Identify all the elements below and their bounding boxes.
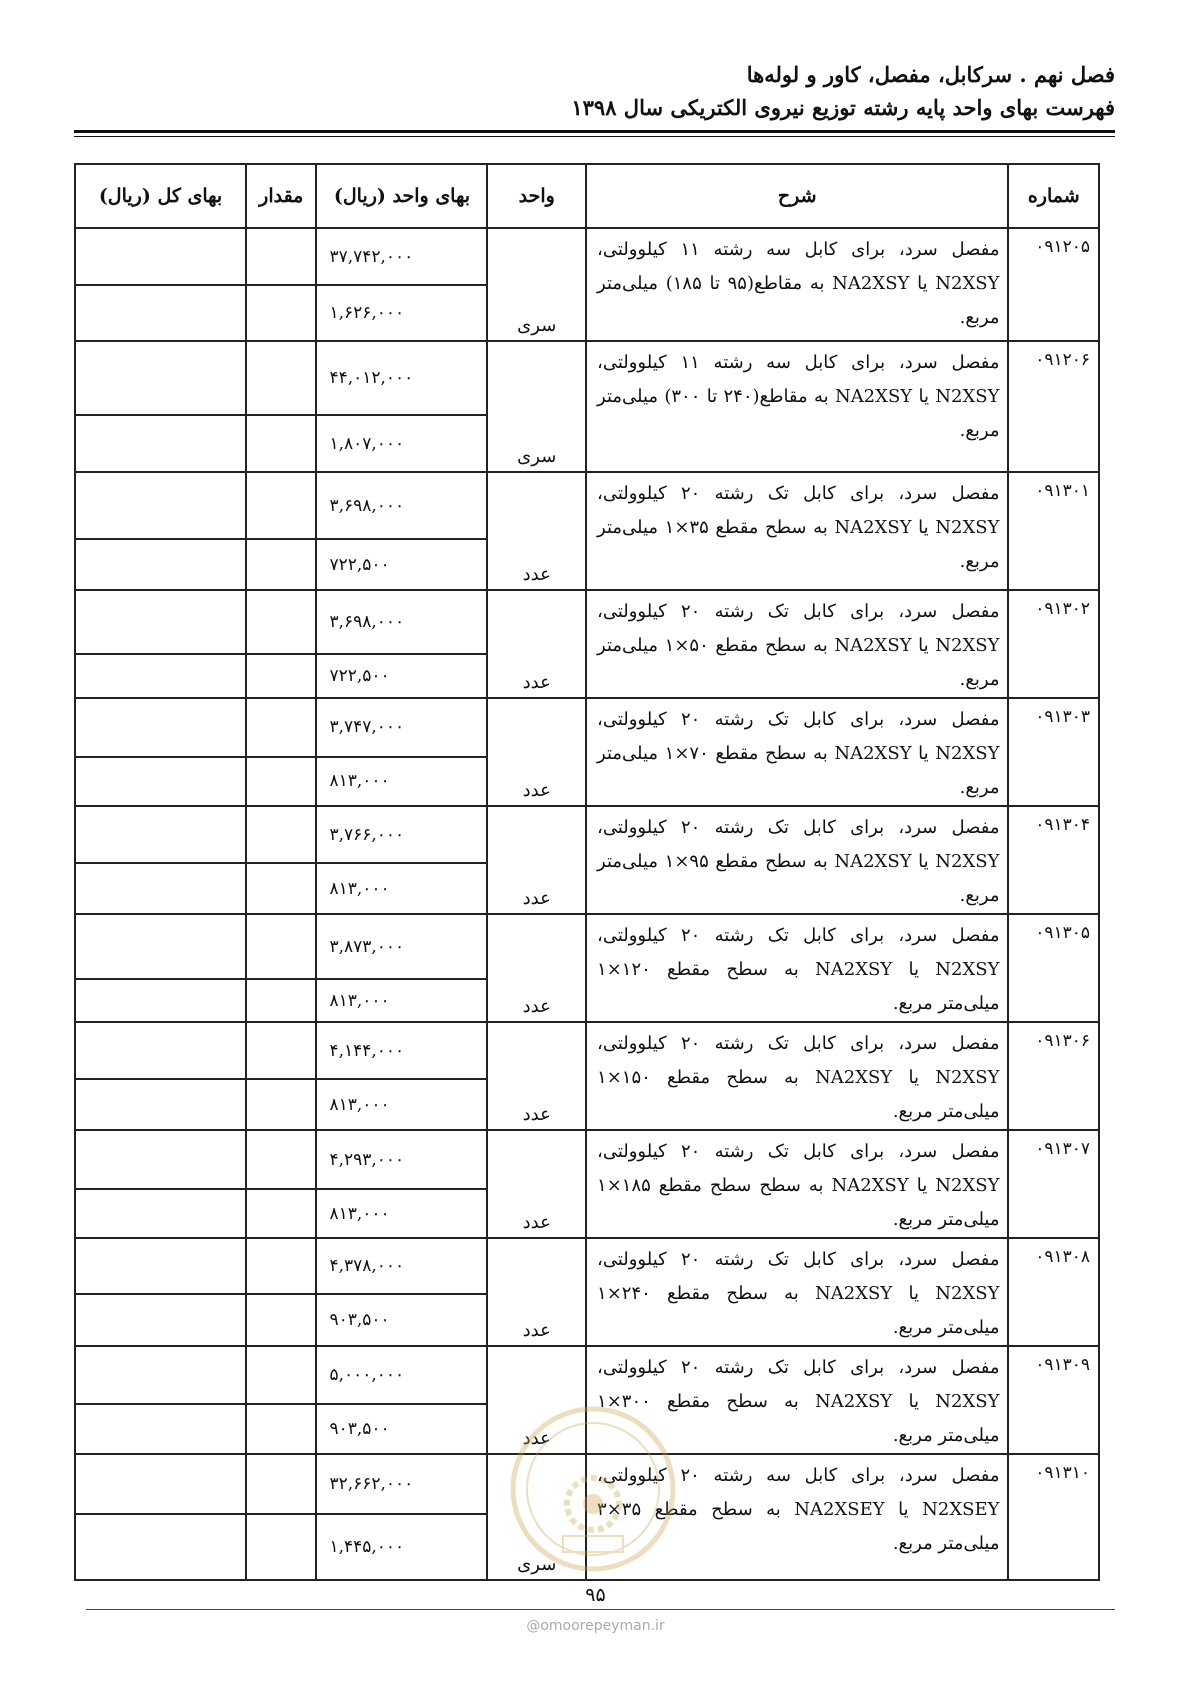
item-unit-price: ۵,۰۰۰,۰۰۰ xyxy=(316,1346,487,1404)
column-header-total-price: بهای کل (ریال) xyxy=(75,164,246,228)
item-quantity xyxy=(246,341,316,415)
item-quantity xyxy=(246,914,316,979)
item-unit-price-secondary: ۸۱۳,۰۰۰ xyxy=(316,1189,487,1238)
item-quantity xyxy=(246,1022,316,1079)
item-description: مفصل سرد، برای کابل سه رشته ۱۱ کیلوولتی، N2XSY یا NA2XSY به مقاطع(۹۵ تا ۱۸۵) میلی‌متر مربع. xyxy=(586,228,1008,341)
table-row xyxy=(75,228,1099,285)
item-unit: سری xyxy=(487,228,586,341)
item-unit: عدد xyxy=(487,472,586,590)
item-quantity xyxy=(246,1130,316,1189)
column-header-quantity: مقدار xyxy=(246,164,316,228)
item-unit-price: ۳,۷۶۶,۰۰۰ xyxy=(316,806,487,863)
item-quantity xyxy=(246,698,316,757)
item-total-price-secondary xyxy=(75,1514,246,1580)
item-unit: عدد xyxy=(487,1130,586,1238)
item-total-price xyxy=(75,698,246,757)
item-quantity-secondary xyxy=(246,757,316,806)
item-unit: عدد xyxy=(487,590,586,698)
item-quantity xyxy=(246,1454,316,1514)
header-divider-thin xyxy=(74,136,1115,137)
website-watermark: @omoorepeyman.ir xyxy=(526,1618,665,1634)
item-number: ۰۹۱۳۰۵ xyxy=(1008,914,1099,1022)
item-unit-price-secondary: ۸۱۳,۰۰۰ xyxy=(316,757,487,806)
item-unit: عدد xyxy=(487,806,586,914)
item-description: مفصل سرد، برای کابل تک رشته ۲۰ کیلوولتی، N2XSY یا NA2XSY به سطح مقطع ۹۵×۱ میلی‌متر مربع. xyxy=(586,806,1008,914)
footer-divider xyxy=(86,1609,1115,1610)
item-unit-price: ۳,۶۹۸,۰۰۰ xyxy=(316,472,487,539)
item-total-price-secondary xyxy=(75,539,246,590)
table-row xyxy=(75,472,1099,539)
item-unit-price: ۳,۷۴۷,۰۰۰ xyxy=(316,698,487,757)
item-unit: عدد xyxy=(487,1346,586,1454)
item-number: ۰۹۱۳۰۷ xyxy=(1008,1130,1099,1238)
item-number: ۰۹۱۳۰۱ xyxy=(1008,472,1099,590)
item-quantity-secondary xyxy=(246,1189,316,1238)
table-row xyxy=(75,806,1099,863)
item-unit-price-secondary: ۱,۶۲۶,۰۰۰ xyxy=(316,285,487,341)
item-total-price-secondary xyxy=(75,285,246,341)
item-unit-price-secondary: ۹۰۳,۵۰۰ xyxy=(316,1404,487,1454)
item-description: مفصل سرد، برای کابل تک رشته ۲۰ کیلوولتی، N2XSY یا NA2XSY به سطح مقطع ۳۵×۱ میلی‌متر مربع. xyxy=(586,472,1008,590)
item-total-price-secondary xyxy=(75,1294,246,1346)
item-description: مفصل سرد، برای کابل تک رشته ۲۰ کیلوولتی، N2XSY یا NA2XSY به سطح مقطع ۱۲۰×۱ میلی‌متر مربع. xyxy=(586,914,1008,1022)
watermark-seal xyxy=(508,1404,678,1574)
item-quantity xyxy=(246,1238,316,1294)
item-unit-price: ۳۷,۷۴۲,۰۰۰ xyxy=(316,228,487,285)
item-total-price xyxy=(75,806,246,863)
item-description: مفصل سرد، برای کابل تک رشته ۲۰ کیلوولتی، N2XSY یا NA2XSY به سطح مقطع ۷۰×۱ میلی‌متر مربع. xyxy=(586,698,1008,806)
item-number: ۰۹۱۳۰۳ xyxy=(1008,698,1099,806)
item-unit-price-secondary: ۸۱۳,۰۰۰ xyxy=(316,863,487,914)
item-number: ۰۹۱۳۱۰ xyxy=(1008,1454,1099,1580)
item-quantity-secondary xyxy=(246,1404,316,1454)
item-description: مفصل سرد، برای کابل تک رشته ۲۰ کیلوولتی، N2XSY یا NA2XSY به سطح مقطع ۳۰۰×۱ میلی‌متر مربع. xyxy=(586,1346,1008,1454)
column-header-description: شرح xyxy=(586,164,1008,228)
table-body xyxy=(75,228,1099,1580)
item-total-price xyxy=(75,228,246,285)
item-quantity-secondary xyxy=(246,1294,316,1346)
item-total-price xyxy=(75,1346,246,1404)
item-total-price xyxy=(75,1022,246,1079)
item-total-price xyxy=(75,590,246,654)
item-unit: عدد xyxy=(487,698,586,806)
item-quantity-secondary xyxy=(246,285,316,341)
item-unit: عدد xyxy=(487,914,586,1022)
item-unit-price: ۴۴,۰۱۲,۰۰۰ xyxy=(316,341,487,415)
item-description: مفصل سرد، برای کابل تک رشته ۲۰ کیلوولتی، N2XSY یا NA2XSY به سطح مقطع ۵۰×۱ میلی‌متر مربع. xyxy=(586,590,1008,698)
item-total-price xyxy=(75,1238,246,1294)
item-number: ۰۹۱۲۰۵ xyxy=(1008,228,1099,341)
item-total-price-secondary xyxy=(75,1404,246,1454)
table-row xyxy=(75,1346,1099,1404)
item-unit-price: ۴,۳۷۸,۰۰۰ xyxy=(316,1238,487,1294)
item-quantity-secondary xyxy=(246,1514,316,1580)
page-number: ۹۵ xyxy=(585,1584,606,1606)
column-header-unit: واحد xyxy=(487,164,586,228)
item-quantity-secondary xyxy=(246,654,316,698)
table-row xyxy=(75,590,1099,654)
item-quantity xyxy=(246,806,316,863)
item-unit-price-secondary: ۸۱۳,۰۰۰ xyxy=(316,1079,487,1130)
item-unit: عدد xyxy=(487,1238,586,1346)
item-unit-price-secondary: ۷۲۲,۵۰۰ xyxy=(316,654,487,698)
chapter-title: فصل نهم . سرکابل، مفصل، کاور و لوله‌ها xyxy=(746,62,1115,87)
item-total-price-secondary xyxy=(75,863,246,914)
table-row xyxy=(75,698,1099,757)
item-total-price-secondary xyxy=(75,1079,246,1130)
table-header-row xyxy=(75,164,1099,228)
item-unit-price-secondary: ۸۱۳,۰۰۰ xyxy=(316,979,487,1022)
item-quantity-secondary xyxy=(246,415,316,472)
item-total-price-secondary xyxy=(75,654,246,698)
item-number: ۰۹۱۳۰۶ xyxy=(1008,1022,1099,1130)
document-title: فهرست بهای واحد پایه رشته توزیع نیروی الکتریکی سال ۱۳۹۸ xyxy=(571,95,1115,120)
item-description: مفصل سرد، برای کابل تک رشته ۲۰ کیلوولتی، N2XSY یا NA2XSY به سطح سطح مقطع ۱۸۵×۱ میلی‌متر مربع. xyxy=(586,1130,1008,1238)
item-quantity-secondary xyxy=(246,539,316,590)
item-total-price-secondary xyxy=(75,757,246,806)
item-total-price-secondary xyxy=(75,979,246,1022)
item-quantity xyxy=(246,1346,316,1404)
item-number: ۰۹۱۳۰۲ xyxy=(1008,590,1099,698)
item-total-price xyxy=(75,1454,246,1514)
item-quantity xyxy=(246,228,316,285)
column-header-number: شماره xyxy=(1008,164,1099,228)
item-unit-price: ۳,۸۷۳,۰۰۰ xyxy=(316,914,487,979)
item-unit-price-secondary: ۷۲۲,۵۰۰ xyxy=(316,539,487,590)
table-row xyxy=(75,1022,1099,1079)
item-number: ۰۹۱۲۰۶ xyxy=(1008,341,1099,472)
item-total-price xyxy=(75,341,246,415)
item-unit: سری xyxy=(487,1454,586,1580)
page-header xyxy=(571,58,1115,124)
item-unit-price: ۳۲,۶۶۲,۰۰۰ xyxy=(316,1454,487,1514)
item-unit: عدد xyxy=(487,1022,586,1130)
item-total-price xyxy=(75,914,246,979)
item-unit-price-secondary: ۱,۸۰۷,۰۰۰ xyxy=(316,415,487,472)
price-table xyxy=(74,163,1100,1581)
item-total-price-secondary xyxy=(75,1189,246,1238)
item-unit-price-secondary: ۹۰۳,۵۰۰ xyxy=(316,1294,487,1346)
item-unit: سری xyxy=(487,341,586,472)
item-quantity xyxy=(246,590,316,654)
item-quantity-secondary xyxy=(246,1079,316,1130)
item-quantity-secondary xyxy=(246,979,316,1022)
item-unit-price-secondary: ۱,۴۴۵,۰۰۰ xyxy=(316,1514,487,1580)
table-row xyxy=(75,341,1099,415)
column-header-unit-price: بهای واحد (ریال) xyxy=(316,164,487,228)
item-number: ۰۹۱۳۰۹ xyxy=(1008,1346,1099,1454)
table-row xyxy=(75,1130,1099,1189)
item-quantity-secondary xyxy=(246,863,316,914)
item-total-price xyxy=(75,1130,246,1189)
item-description: مفصل سرد، برای کابل سه رشته ۲۰ کیلوولتی، N2XSEY یا NA2XSEY به سطح مقطع ۳۵×۳ میلی‌متر مربع. xyxy=(586,1454,1008,1580)
item-description: مفصل سرد، برای کابل تک رشته ۲۰ کیلوولتی، N2XSY یا NA2XSY به سطح مقطع ۲۴۰×۱ میلی‌متر مربع. xyxy=(586,1238,1008,1346)
item-description: مفصل سرد، برای کابل تک رشته ۲۰ کیلوولتی، N2XSY یا NA2XSY به سطح مقطع ۱۵۰×۱ میلی‌متر مربع. xyxy=(586,1022,1008,1130)
item-total-price xyxy=(75,472,246,539)
item-number: ۰۹۱۳۰۸ xyxy=(1008,1238,1099,1346)
table-row xyxy=(75,1238,1099,1294)
header-divider xyxy=(74,130,1115,133)
item-description: مفصل سرد، برای کابل سه رشته ۱۱ کیلوولتی، N2XSY یا NA2XSY به مقاطع(۲۴۰ تا ۳۰۰) میلی‌متر مربع. xyxy=(586,341,1008,472)
item-unit-price: ۴,۲۹۳,۰۰۰ xyxy=(316,1130,487,1189)
item-total-price-secondary xyxy=(75,415,246,472)
table-row xyxy=(75,914,1099,979)
item-unit-price: ۴,۱۴۴,۰۰۰ xyxy=(316,1022,487,1079)
item-quantity xyxy=(246,472,316,539)
item-unit-price: ۳,۶۹۸,۰۰۰ xyxy=(316,590,487,654)
item-number: ۰۹۱۳۰۴ xyxy=(1008,806,1099,914)
